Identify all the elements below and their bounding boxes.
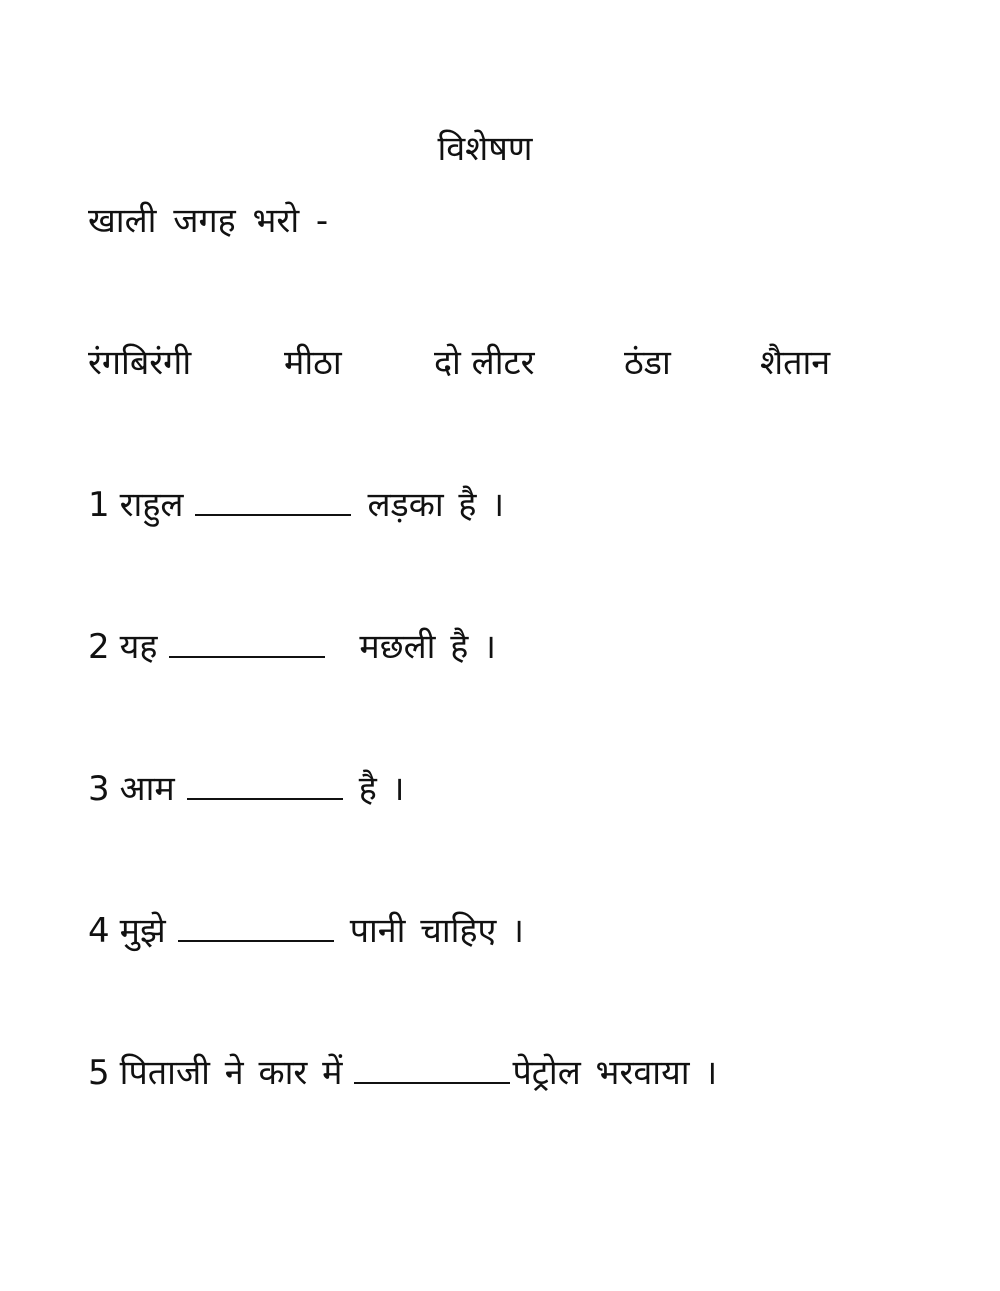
question-text-after: मछली है । xyxy=(359,627,497,667)
question-text-before: राहुल xyxy=(119,485,184,525)
question-number: 1 xyxy=(88,485,110,525)
question-number: 3 xyxy=(88,769,110,809)
question-text-after: पानी चाहिए । xyxy=(349,911,525,951)
answer-blank[interactable] xyxy=(187,764,343,800)
word-bank-item: शैतान xyxy=(760,343,831,383)
answer-blank[interactable] xyxy=(354,1048,510,1084)
question-text-before: यह xyxy=(119,627,158,667)
question-number: 5 xyxy=(88,1053,110,1093)
word-bank-item: ठंडा xyxy=(624,343,671,383)
question-text-before: मुझे xyxy=(119,911,166,951)
question-row xyxy=(88,480,504,530)
question-row xyxy=(88,622,496,672)
question-number: 4 xyxy=(88,911,110,951)
question-text-after: लड़का है । xyxy=(367,485,505,525)
question-text-before: पिताजी ने कार में xyxy=(119,1053,343,1093)
answer-blank[interactable] xyxy=(178,906,334,942)
question-text-after: है । xyxy=(358,769,405,809)
question-text-before: आम xyxy=(119,769,175,809)
question-number: 2 xyxy=(88,627,110,667)
answer-blank[interactable] xyxy=(195,480,351,516)
question-row xyxy=(88,1048,717,1098)
question-row xyxy=(88,906,524,956)
instruction-text: खाली जगह भरो - xyxy=(88,201,329,241)
word-bank xyxy=(88,338,968,388)
answer-blank[interactable] xyxy=(169,622,325,658)
question-row xyxy=(88,764,404,814)
word-bank-item: मीठा xyxy=(284,343,342,383)
worksheet-title: विशेषण xyxy=(437,129,533,169)
question-text-after: पेट्रोल भरवाया । xyxy=(512,1053,718,1093)
word-bank-item: रंगबिरंगी xyxy=(88,343,192,383)
word-bank-item: दो लीटर xyxy=(434,343,535,383)
